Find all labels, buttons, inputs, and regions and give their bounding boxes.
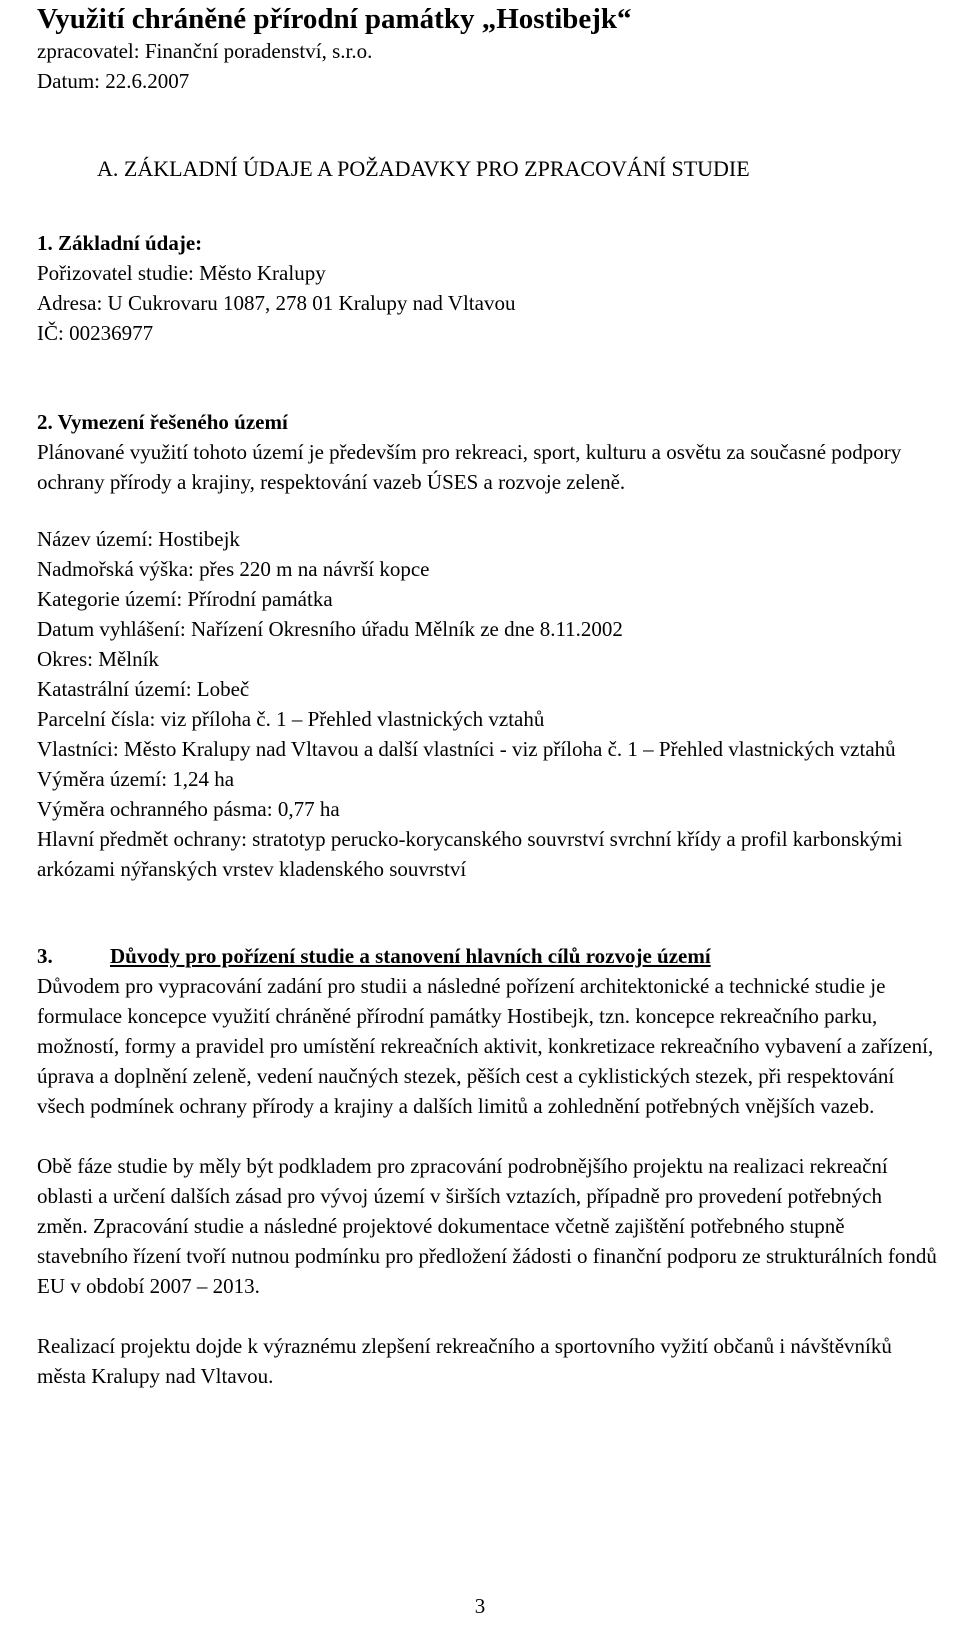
fact-line: Kategorie území: Přírodní památka <box>37 587 333 611</box>
section-3-paragraph: Realizací projektu dojde k výraznému zlepšení rekreačního a sportovního vyžití občanů i návštěvníků města Kralupy nad Vltavou. <box>37 1334 892 1388</box>
section-1-line: Adresa: U Cukrovaru 1087, 278 01 Kralupy nad Vltavou <box>37 291 516 315</box>
section-3-heading: Důvody pro pořízení studie a stanovení hlavních cílů rozvoje území <box>110 944 711 968</box>
document-title: Využití chráněné přírodní památky „Hostibejk“ <box>37 3 632 35</box>
section-3-paragraph: Důvodem pro vypracování zadání pro studii a následné pořízení architektonické a technické studie je formulace koncepce využití chráněné přírodní památky Hostibejk, tzn. koncepce rekreačního parku, možností, formy a pravidel pro umístění rekreačních aktivit, konkretizace rekreačního vybavení a zařízení, úprava a doplnění zeleně, vedení naučných stezek, pěších cest a cyklistických stezek, při respektování všech podmínek ochrany přírody a krajiny a dalších limitů a zohlednění potřebných vnějších vazeb. <box>37 974 934 1118</box>
section-1-heading: 1. Základní údaje: <box>37 231 203 255</box>
processor-line: zpracovatel: Finanční poradenství, s.r.o. <box>37 39 373 63</box>
page-number: 3 <box>474 1594 486 1618</box>
section-3 <box>37 941 937 1391</box>
section-1-line: Pořizovatel studie: Město Kralupy <box>37 261 326 285</box>
fact-line: Nadmořská výška: přes 220 m na návrší kopce <box>37 557 430 581</box>
section-3-number: 3. <box>37 944 53 968</box>
section-1-line: IČ: 00236977 <box>37 321 154 345</box>
fact-line: Název území: Hostibejk <box>37 527 240 551</box>
section-3-paragraph: Obě fáze studie by měly být podkladem pro zpracování podrobnějšího projektu na realizaci rekreační oblasti a určení dalších zásad pro vývoj území v širších vztazích, případně pro provedení potřebných změn. Zpracování studie a následné projektové dokumentace včetně zajištění potřebného stupně stavebního řízení tvoří nutnou podmínku pro předložení žádosti o finanční podporu ze strukturálních fondů EU v období 2007 – 2013. <box>37 1154 937 1298</box>
fact-line: Výměra ochranného pásma: 0,77 ha <box>37 797 340 821</box>
fact-line: Datum vyhlášení: Nařízení Okresního úřadu Mělník ze dne 8.11.2002 <box>37 617 623 641</box>
document-page <box>37 0 937 1391</box>
fact-line: Okres: Mělník <box>37 647 159 671</box>
section-2-intro: Plánované využití tohoto území je především pro rekreaci, sport, kulturu a osvětu za současné podpory ochrany přírody a krajiny, respektování vazeb ÚSES a rozvoje zeleně. <box>37 440 902 494</box>
section-1 <box>37 228 937 348</box>
section-2-heading: 2. Vymezení řešeného území <box>37 410 288 434</box>
fact-line: Parcelní čísla: viz příloha č. 1 – Přehled vlastnických vztahů <box>37 707 545 731</box>
section-a-heading: A. ZÁKLADNÍ ÚDAJE A POŽADAVKY PRO ZPRACOVÁNÍ STUDIE <box>97 156 750 181</box>
section-2 <box>37 407 937 884</box>
fact-line: Výměra území: 1,24 ha <box>37 767 235 791</box>
section-3-heading-row <box>37 941 937 971</box>
fact-line: Vlastníci: Město Kralupy nad Vltavou a další vlastníci - viz příloha č. 1 – Přehled vlastnických vztahů <box>37 737 896 761</box>
fact-line: Katastrální území: Lobeč <box>37 677 250 701</box>
date-line: Datum: 22.6.2007 <box>37 69 190 93</box>
fact-line: Hlavní předmět ochrany: stratotyp perucko-korycanského souvrství svrchní křídy a profil karbonskými arkózami nýřanských vrstev kladenského souvrství <box>37 827 903 881</box>
